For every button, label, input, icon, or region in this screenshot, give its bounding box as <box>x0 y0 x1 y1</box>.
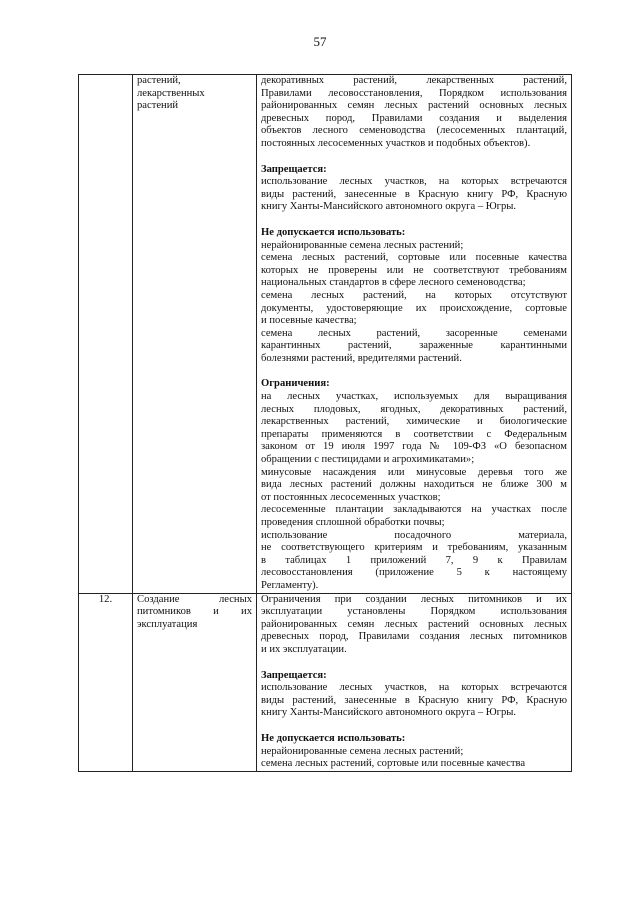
text-line: древесных пород, Правилами создания лесных питомников <box>261 631 567 643</box>
text-line: в таблицах 1 приложений 7, 9 к Правилам <box>261 554 567 566</box>
text-line: лекарственных растений, химические и биологические <box>261 416 567 428</box>
text-line: семена лесных растений, сортовые или посевные качества <box>261 252 567 264</box>
paragraph-gap <box>261 214 567 227</box>
text-line: на лесных участках, используемых для выращивания <box>261 391 567 403</box>
section-heading: Не допускается использовать: <box>261 732 406 744</box>
text-line: вида лесных растений должны находиться не ближе 300 м <box>261 479 567 491</box>
text-line: семена лесных растений, на которых отсутствуют <box>261 289 567 301</box>
text-line: нерайонированные семена лесных растений; <box>261 239 464 251</box>
table-row <box>79 593 572 771</box>
text-line: национальных стандартов в сфере лесного семеноводства; <box>261 277 526 289</box>
text-line: которых не проверены или не соответствуют требованиям <box>261 264 567 276</box>
text-line: Правилами лесовосстановления, Порядком использования <box>261 87 567 99</box>
text-line: районированных семян лесных растений основных лесных <box>261 618 567 630</box>
requirements-cell <box>257 593 572 771</box>
text-line: книгу Ханты-Мансийского автономного округа – Югры. <box>261 201 517 213</box>
text-line: не соответствующего критериям и требованиям, указанным <box>261 542 567 554</box>
text-line: постоянных лесосеменных участков и подобных объектов). <box>261 137 531 149</box>
activity-name-line: растений <box>137 100 179 112</box>
text-line: нерайонированные семена лесных растений; <box>261 745 464 757</box>
paragraph-gap <box>261 151 567 164</box>
text-line: лесных плодовых, ягодных, декоративных растений, <box>261 403 567 415</box>
section-heading: Запрещается: <box>261 163 327 175</box>
activity-name-line: эксплуатация <box>137 618 198 630</box>
activity-name-line: Создание лесных <box>137 593 252 605</box>
activity-name-line: лекарственных <box>137 87 205 99</box>
section-heading: Не допускается использовать: <box>261 226 406 238</box>
text-line: виды растений, занесенные в Красную книгу РФ, Красную <box>261 694 567 706</box>
text-line: Регламенту). <box>261 579 319 591</box>
row-number-cell <box>79 593 133 771</box>
text-line: проведения сплошной обработки почвы; <box>261 517 445 528</box>
text-line: объектов лесного семеноводства (лесосеменных плантаций, <box>261 125 567 137</box>
text-line: виды растений, занесенные в Красную книгу РФ, Красную <box>261 188 567 200</box>
regulation-table <box>78 74 572 772</box>
section-heading: Запрещается: <box>261 669 327 681</box>
text-line: болезнями растений, вредителями растений. <box>261 352 462 364</box>
text-line: и посевные качества; <box>261 315 357 327</box>
text-line: книгу Ханты-Мансийского автономного округа – Югры. <box>261 707 517 719</box>
text-line: лесосеменные плантации закладываются на участках после <box>261 504 567 516</box>
activity-name-cell <box>133 593 257 771</box>
table-row <box>79 75 572 594</box>
text-line: древесных пород, Правилами создания и выделения <box>261 112 567 124</box>
text-line: Ограничения при создании лесных питомников и их <box>261 593 567 605</box>
page-number: 57 <box>313 34 327 49</box>
text-line: декоративных растений, лекарственных растений, <box>261 75 567 86</box>
activity-name-line: питомников и их <box>137 606 252 618</box>
text-line: использование посадочного материала, <box>261 529 567 541</box>
text-line: семена лесных растений, сортовые или посевные качества <box>261 758 526 770</box>
row-number-cell <box>79 75 133 594</box>
activity-name-line: растений, <box>137 75 181 86</box>
text-line: эксплуатации установлены Порядком использования <box>261 606 567 618</box>
row-number: 12. <box>98 593 113 605</box>
text-line: семена лесных растений, засоренные семенами <box>261 327 567 339</box>
text-line: лесовосстановления (приложение 5 к настоящему <box>261 567 567 579</box>
text-line: обращении с пестицидами и агрохимикатами»; <box>261 454 475 466</box>
text-line: документы, удостоверяющие их происхождение, сортовые <box>261 302 567 314</box>
requirements-cell <box>257 75 572 594</box>
text-line: минусовые насаждения или минусовые деревья того же <box>261 466 567 478</box>
paragraph-gap <box>261 720 567 733</box>
paragraph-gap <box>261 657 567 670</box>
text-line: законом от 19 июля 1997 года № 109-ФЗ «О безопасном <box>261 441 567 453</box>
text-line: использование лесных участков, на которых встречаются <box>261 176 567 188</box>
text-line: препараты применяются в соответствии с Федеральным <box>261 428 567 440</box>
activity-name-cell <box>133 75 257 594</box>
section-heading: Ограничения: <box>261 378 330 390</box>
text-line: использование лесных участков, на которых встречаются <box>261 682 567 694</box>
text-line: от постоянных лесосеменных участков; <box>261 491 441 503</box>
text-line: и их эксплуатации. <box>261 643 347 655</box>
paragraph-gap <box>261 365 567 378</box>
text-line: районированных семян лесных растений основных лесных <box>261 100 567 112</box>
text-line: карантинных растений, зараженные карантинными <box>261 340 567 352</box>
